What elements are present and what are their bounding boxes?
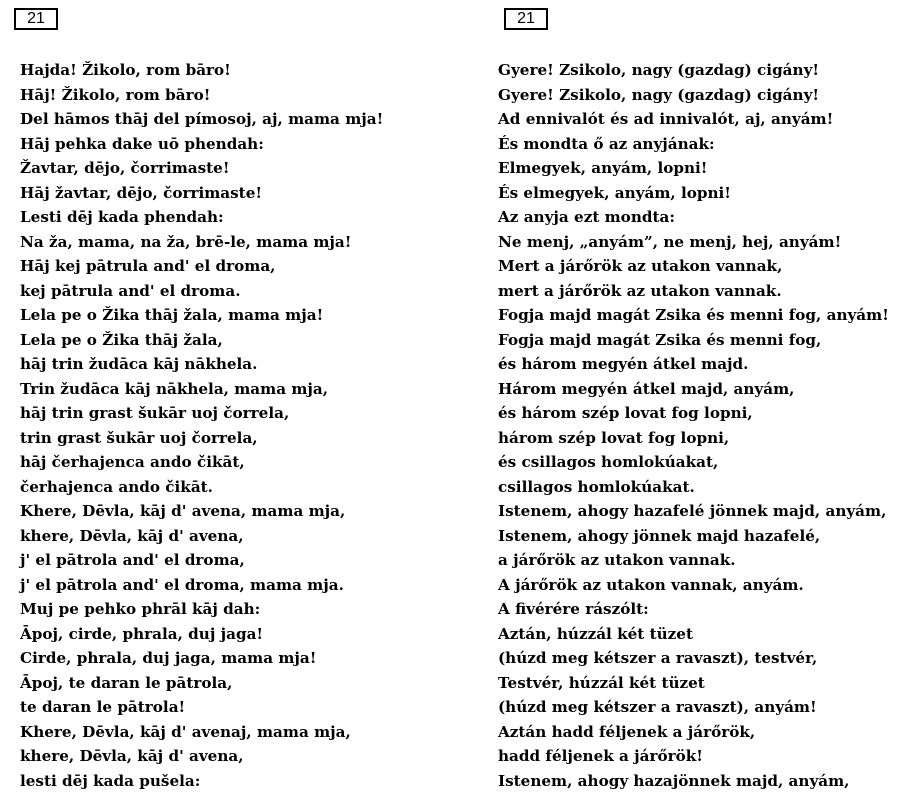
poem-line: Hāj! Žikolo, rom bāro! bbox=[20, 85, 211, 104]
poem-line: čerhajenca ando čikāt. bbox=[20, 477, 213, 496]
poem-line: Ne menj, „anyám”, ne menj, hej, anyám! bbox=[498, 232, 842, 251]
poem-line: Elmegyek, anyám, lopni! bbox=[498, 159, 708, 177]
poem-line: Cirde, phrala, duj jaga, mama mja! bbox=[20, 649, 317, 667]
poem-line: Istenem, ahogy jönnek majd hazafelé, bbox=[498, 526, 821, 545]
poem-line: Khere, Dēvla, kāj d' avenaj, mama mja, bbox=[20, 722, 351, 741]
poem-line: hāj trin žudāca kāj nākhela. bbox=[20, 355, 258, 373]
poem-line: És mondta ő az anyjának: bbox=[498, 134, 715, 153]
poem-line: Gyere! Zsikolo, nagy (gazdag) cigány! bbox=[498, 85, 820, 104]
poem-line: és három megyén átkel majd. bbox=[498, 355, 749, 373]
poem-line: A fivérére rászólt: bbox=[498, 600, 649, 618]
poem-line: j' el pātrola and' el droma, bbox=[20, 551, 245, 569]
poem-line: Lela pe o Žika thāj žala, mama mja! bbox=[20, 306, 324, 324]
romani-lyrics-text bbox=[20, 58, 383, 793]
poem-line: csillagos homlokúakat. bbox=[498, 477, 695, 496]
poem-line: kej pātrula and' el droma. bbox=[20, 281, 241, 300]
hungarian-translation-text bbox=[498, 58, 889, 793]
poem-line: Muj pe pehko phrāl kāj dah: bbox=[20, 600, 261, 618]
poem-line: mert a járőrök az utakon vannak. bbox=[498, 281, 782, 300]
poem-line: Lela pe o Žika thāj žala, bbox=[20, 330, 223, 349]
poem-line: Āpoj, cirde, phrala, duj jaga! bbox=[20, 624, 264, 643]
poem-line: Három megyén átkel majd, anyám, bbox=[498, 379, 795, 398]
left-page-number: 21 bbox=[27, 10, 45, 27]
poem-line: lesti dēj kada pušela: bbox=[20, 771, 201, 790]
poem-line: Trin žudāca kāj nākhela, mama mja, bbox=[20, 379, 329, 398]
poem-line: Žavtar, dējo, čorrimaste! bbox=[20, 159, 230, 177]
poem-line: Lesti dēj kada phendah: bbox=[20, 208, 224, 226]
poem-line: Ad ennivalót és ad innivalót, aj, anyám! bbox=[498, 110, 834, 128]
poem-line: És elmegyek, anyám, lopni! bbox=[498, 183, 731, 202]
poem-line: Fogja majd magát Zsika és menni fog, anyám! bbox=[498, 306, 889, 324]
poem-line: három szép lovat fog lopni, bbox=[498, 428, 730, 447]
left-page-number-box bbox=[14, 8, 58, 30]
poem-line: Hajda! Žikolo, rom bāro! bbox=[20, 61, 231, 79]
right-page-number-box bbox=[504, 8, 548, 30]
poem-line: Aztán, húzzál két tüzet bbox=[498, 624, 693, 643]
poem-line: Fogja majd magát Zsika és menni fog, bbox=[498, 330, 822, 349]
poem-line: a járőrök az utakon vannak. bbox=[498, 551, 736, 569]
poem-line: Testvér, húzzál két tüzet bbox=[498, 673, 705, 692]
poem-line: Khere, Dēvla, kāj d' avena, mama mja, bbox=[20, 502, 346, 520]
poem-line: Del hāmos thāj del pímosoj, aj, mama mja! bbox=[20, 110, 384, 128]
poem-line: Aztán hadd féljenek a járőrök, bbox=[498, 722, 756, 741]
poem-line: trin grast šukār uoj čorrela, bbox=[20, 428, 258, 447]
poem-line: és három szép lovat fog lopni, bbox=[498, 404, 753, 422]
poem-line: Istenem, ahogy hazajönnek majd, anyám, bbox=[498, 771, 850, 790]
poem-line: Hāj kej pātrula and' el droma, bbox=[20, 257, 276, 275]
poem-line: és csillagos homlokúakat, bbox=[498, 453, 719, 471]
poem-line: (húzd meg kétszer a ravaszt), anyám! bbox=[498, 698, 817, 716]
poem-line: Az anyja ezt mondta: bbox=[498, 208, 675, 226]
poem-line: A járőrök az utakon vannak, anyám. bbox=[498, 575, 804, 594]
poem-line: te daran le pātrola! bbox=[20, 698, 186, 716]
poem-line: Istenem, ahogy hazafelé jönnek majd, anyám, bbox=[498, 502, 887, 520]
poem-line: (húzd meg kétszer a ravaszt), testvér, bbox=[498, 649, 818, 667]
poem-line: Gyere! Zsikolo, nagy (gazdag) cigány! bbox=[498, 61, 820, 79]
poem-line: hāj čerhajenca ando čikāt, bbox=[20, 453, 245, 471]
poem-line: j' el pātrola and' el droma, mama mja. bbox=[20, 575, 344, 594]
poem-line: khere, Dēvla, kāj d' avena, bbox=[20, 526, 244, 545]
right-page-number: 21 bbox=[517, 10, 535, 27]
poem-line: hāj trin grast šukār uoj čorrela, bbox=[20, 404, 290, 422]
poem-line: khere, Dēvla, kāj d' avena, bbox=[20, 747, 244, 765]
poem-line: hadd féljenek a járőrök! bbox=[498, 747, 703, 765]
poem-line: Hāj žavtar, dējo, čorrimaste! bbox=[20, 183, 263, 202]
poem-line: Mert a járőrök az utakon vannak, bbox=[498, 257, 783, 275]
poem-line: Hāj pehka dake uō phendah: bbox=[20, 134, 264, 153]
poem-line: Āpoj, te daran le pātrola, bbox=[20, 673, 233, 692]
poem-line: Na ža, mama, na ža, brē-le, mama mja! bbox=[20, 232, 352, 251]
